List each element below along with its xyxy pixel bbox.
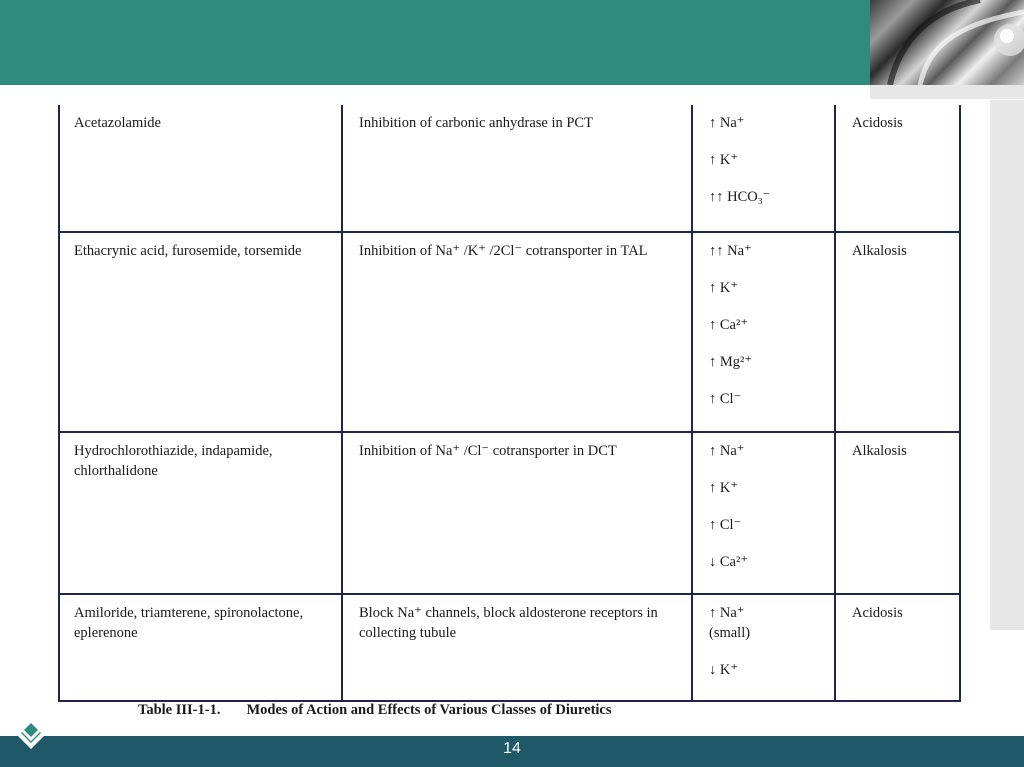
mechanism-cell: Inhibition of carbonic anhydrase in PCT — [342, 105, 692, 232]
table-row — [58, 232, 961, 432]
drug-cell: Hydrochlorothiazide, indapamide, chlorthalidone — [74, 443, 273, 479]
effect-item: ↑ Cl⁻ — [709, 517, 742, 533]
mechanism-cell: Inhibition of Na⁺ /Cl⁻ cotransporter in DCT — [342, 432, 692, 594]
mechanism-cell: Inhibition of Na⁺ /K⁺ /2Cl⁻ cotransporter in TAL — [342, 232, 692, 432]
drug-cell: Amiloride, triamterene, spironolactone, eplerenone — [74, 605, 304, 641]
effect-item: ↑ K⁺ — [709, 152, 738, 168]
caption-number: Table III-1-1. — [138, 702, 221, 718]
drug-cell: Ethacrynic acid, furosemide, torsemide — [74, 243, 302, 259]
table-caption — [138, 702, 612, 719]
effect-item: ↑↑ Na⁺ — [709, 243, 752, 259]
decorative-metal-graphic — [870, 0, 1024, 85]
effects-cell — [692, 105, 835, 232]
table-row — [58, 105, 961, 232]
decorative-gray-panel — [990, 100, 1024, 630]
table-row — [58, 432, 961, 594]
effect-item: ↑ Mg²⁺ — [709, 354, 753, 370]
effect-item: ↓ K⁺ — [709, 662, 738, 678]
effects-cell — [692, 232, 835, 432]
effect-item: ↑ K⁺ — [709, 280, 738, 296]
acid-base-cell: Alkalosis — [835, 232, 961, 432]
effects-cell — [692, 594, 835, 701]
effect-item: ↓ Ca²⁺ — [709, 554, 748, 570]
caption-title: Modes of Action and Effects of Various Classes of Diuretics — [246, 702, 612, 718]
effect-item: ↑ Na⁺ — [709, 443, 745, 459]
diuretics-table — [58, 105, 961, 702]
effects-cell — [692, 432, 835, 594]
effect-item: (small) — [709, 625, 751, 641]
effect-item: ↑↑ HCO₃⁻ — [709, 189, 771, 205]
effect-item: ↑ Na⁺ — [709, 605, 745, 621]
acid-base-cell: Acidosis — [835, 594, 961, 701]
decorative-gray-strip — [870, 85, 1024, 99]
effect-item: ↑ K⁺ — [709, 480, 738, 496]
acid-base-cell: Alkalosis — [835, 432, 961, 594]
acid-base-cell: Acidosis — [835, 105, 961, 232]
header-bar — [0, 0, 870, 85]
effect-item: ↑ Na⁺ — [709, 115, 745, 131]
mechanism-cell: Block Na⁺ channels, block aldosterone receptors in collecting tubule — [342, 594, 692, 701]
effect-item: ↑ Ca²⁺ — [709, 317, 748, 333]
table-row — [58, 594, 961, 701]
effect-item: ↑ Cl⁻ — [709, 391, 742, 407]
page-number: 14 — [503, 740, 521, 757]
drug-cell: Acetazolamide — [74, 115, 161, 131]
